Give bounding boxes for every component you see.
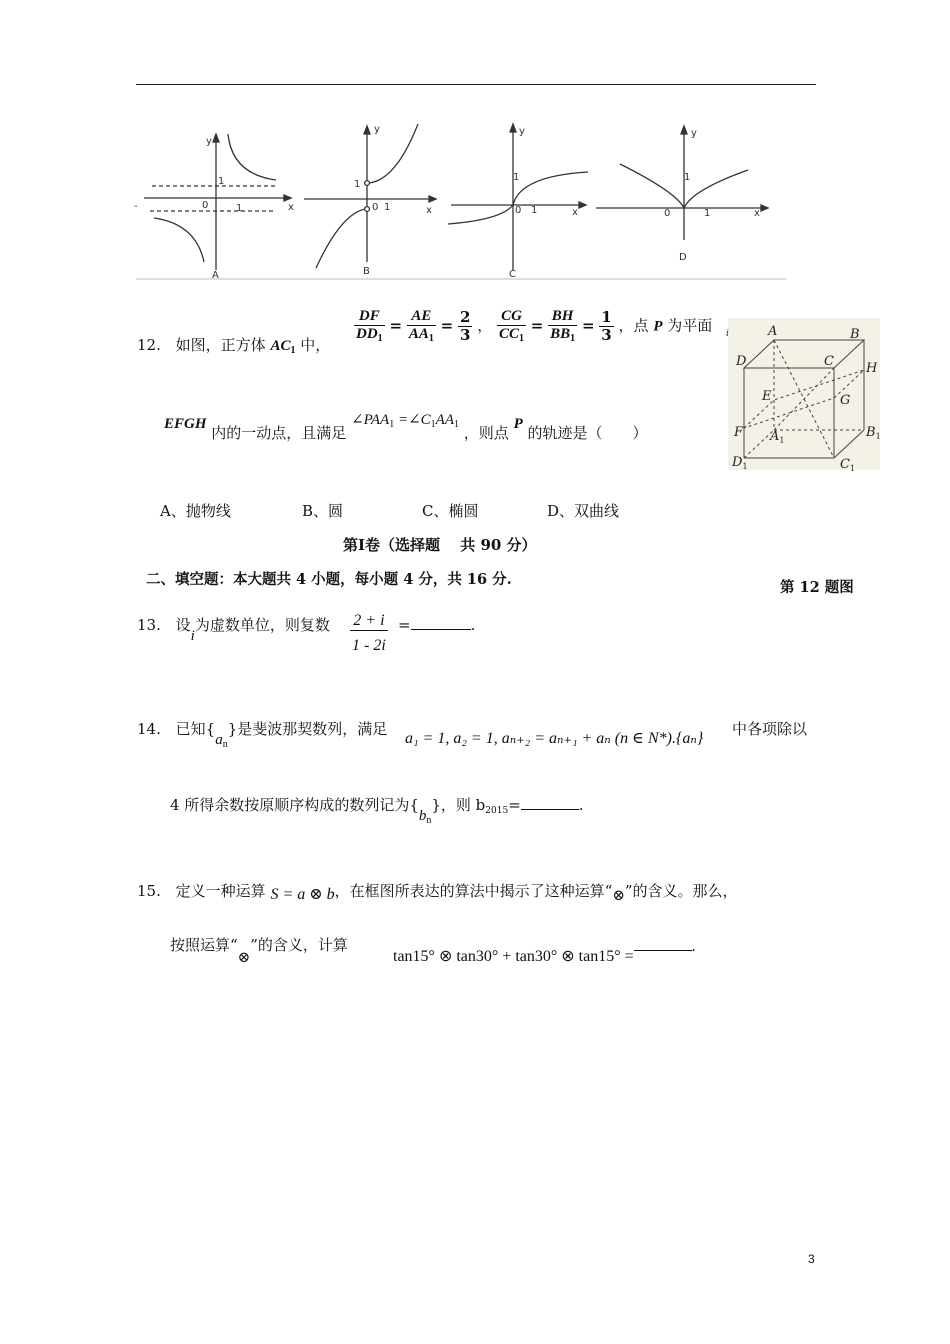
q15-expression: tan15° ⊗ tan30° + tan30° ⊗ tan15° =. [393, 938, 696, 965]
graph-a-one-x: 1 [236, 203, 243, 214]
q12-option-a: A、抛物线 [160, 502, 231, 520]
ratio-df-dd1: $\frac{DF}{DD_1}$ [356, 308, 383, 345]
ratio-ae-aa1: $\frac{AE}{AA_1}$ [408, 308, 434, 345]
q14-answer-blank[interactable] [521, 797, 579, 810]
q12-line1 [137, 334, 330, 356]
q15-otimes-2: ⊗ [237, 948, 251, 966]
q13-fraction: $\frac{2 + i}{1 - 2i}$ [352, 612, 386, 655]
q14-line2: 4 所得余数按原顺序构成的数列记为$\{b_n\}$，则 $b_{2015}=$ . [170, 796, 584, 826]
q12-ratios: $\frac{DF}{DD_1}$ = $\frac{AE}{AA_1}$ = $\frac{2}{3}$ ， $\frac{CG}{CC_1}$ = $\frac{BH}{BB_1}$ = $\frac{1}{3}$ ，点 P 为平面 [356, 307, 713, 345]
graph-d-xlabel: x [754, 208, 760, 219]
q13-line [137, 614, 330, 644]
q15-answer-blank[interactable] [634, 938, 692, 951]
q15-text1: 定义一种运算 [175, 882, 266, 900]
page-number: 3 [808, 1252, 815, 1266]
graph-a-ylabel: y [206, 136, 212, 147]
q12-option-c: C、椭圆 [422, 502, 479, 520]
graph-d-ylabel: y [691, 128, 697, 139]
q14-line1 [137, 718, 388, 750]
q15-operation: S = a ⊗ b [270, 886, 335, 903]
graph-b-label: B [363, 266, 370, 277]
q12-text3: ，点 [618, 316, 649, 335]
cube-label-h: H [866, 361, 878, 376]
q15-text2: ，在框图所表达的算法中揭示了这种运算“ [334, 882, 613, 900]
side-mark: - [134, 201, 138, 212]
q12-text4: 为平面 [667, 316, 713, 335]
q12-option-b: B、圆 [302, 502, 344, 520]
section-title: 第Ⅰ卷（选择题 共 90 分） [343, 536, 537, 554]
graph-b-origin: 0 [372, 202, 379, 213]
q14-text2: }是斐波那契数列，满足 [227, 720, 388, 738]
figure-caption: 第 12 题图 [780, 579, 854, 596]
q12-text6: ，则点 [463, 424, 509, 442]
q15-line1 [137, 880, 738, 904]
q12-text1: 如图，正方体 [175, 336, 266, 354]
graph-b-one-x: 1 [384, 202, 391, 213]
q12-point-p: P [653, 318, 663, 335]
header-rule [136, 84, 816, 85]
q13-i: i [190, 628, 195, 644]
q15-number: 15. [137, 882, 161, 900]
cube-label-e: E [762, 389, 772, 404]
ratio-cg-cc1: $\frac{CG}{CC_1}$ [498, 308, 524, 345]
q14-text1: 已知{ [175, 720, 216, 738]
q14-text5: }，则 b [431, 796, 486, 814]
graph-c-label: C [509, 269, 516, 280]
ratio-one-third: $\frac{1}{3}$ [601, 307, 612, 344]
graph-d-one-x: 1 [704, 208, 711, 219]
q12-point-p2: P [513, 416, 523, 432]
cube-label-a1: $A_1$ [770, 429, 785, 445]
cube-label-d1: $D_1$ [732, 455, 748, 471]
q12-number: 12. [137, 336, 161, 354]
q12-line2 [164, 412, 648, 442]
graph-c-origin: 0 [515, 205, 522, 216]
q12-angle-condition: $\angle PAA_1$ $=\angle C_1AA_1$ [351, 412, 459, 430]
q14-an: $a_n$ [215, 732, 228, 750]
q12-option-d: D、双曲线 [547, 502, 620, 520]
cube-label-d: D [736, 354, 747, 369]
q14-number: 14. [137, 720, 161, 738]
part2-heading: 二、填空题：本大题共 4 小题，每小题 4 分，共 16 分. [146, 571, 512, 588]
cube-label-a: A [768, 324, 778, 339]
graph-a-one-y: 1 [218, 176, 225, 187]
function-graphs-figure [136, 112, 786, 282]
graph-b-ylabel: y [374, 124, 380, 135]
q13-answer-blank[interactable] [411, 617, 471, 630]
graph-c-ylabel: y [519, 126, 525, 137]
cube-label-c: C [824, 354, 834, 369]
graph-d-label: D [679, 252, 687, 263]
graph-a-label: A [212, 270, 219, 281]
q14-condition: a₁ = 1, a₂ = 1, aₙ₊₂ = aₙ₊₁ + aₙ (n ∈ N*).{aₙ} [405, 730, 704, 747]
cube-label-b: B [850, 327, 860, 342]
cube-label-f: F [734, 425, 744, 440]
graph-c-one-x: 1 [531, 205, 538, 216]
ratio-bh-bb1: $\frac{BH}{BB_1}$ [550, 308, 576, 345]
q13-number: 13. [137, 616, 161, 634]
q12-ac1: $AC_1$ [270, 338, 296, 356]
q15-text3: ”的含义。那么， [624, 882, 738, 900]
q14-b-subscript: 2015 [485, 806, 509, 816]
cube-mark: i [726, 329, 729, 339]
q15-text5: ”的含义，计算 [250, 936, 348, 954]
cube-figure [726, 318, 881, 473]
q12-text7: 的轨迹是（ ） [527, 424, 648, 442]
q13-text2: 为虚数单位，则复数 [194, 616, 330, 634]
q12-text5: 内的一动点，且满足 [211, 424, 347, 442]
q13-text1: 设 [175, 616, 191, 634]
graph-a-xlabel: x [288, 202, 294, 213]
graph-b-xlabel: x [426, 205, 432, 216]
q14-text4: 4 所得余数按原顺序构成的数列记为{ [170, 796, 419, 814]
q15-otimes: ⊗ [612, 886, 625, 904]
q12-text2: 中， [300, 336, 331, 354]
ratio-two-thirds: $\frac{2}{3}$ [459, 307, 471, 344]
graph-c-xlabel: x [572, 207, 578, 218]
cube-label-c1: $C_1$ [840, 457, 856, 473]
q14-text3: 中各项除以 [732, 720, 808, 738]
q14-bn: $b_n$ [418, 808, 432, 826]
q12-comma: ， [477, 316, 493, 335]
q12-plane: EFGH [164, 416, 207, 432]
q13-answer: = . [398, 616, 476, 634]
cube-label-g: G [840, 393, 851, 408]
graph-d-one-y: 1 [684, 172, 691, 183]
q15-line2 [170, 934, 348, 966]
q13-equals: = [398, 616, 411, 634]
graph-b-one-y: 1 [354, 179, 361, 190]
graph-d-origin: 0 [664, 208, 671, 219]
graph-a-origin: 0 [202, 200, 209, 211]
q15-text4: 按照运算“ [170, 936, 238, 954]
cube-label-b1: $B_1$ [866, 425, 881, 441]
graph-c-one-y: 1 [513, 172, 520, 183]
